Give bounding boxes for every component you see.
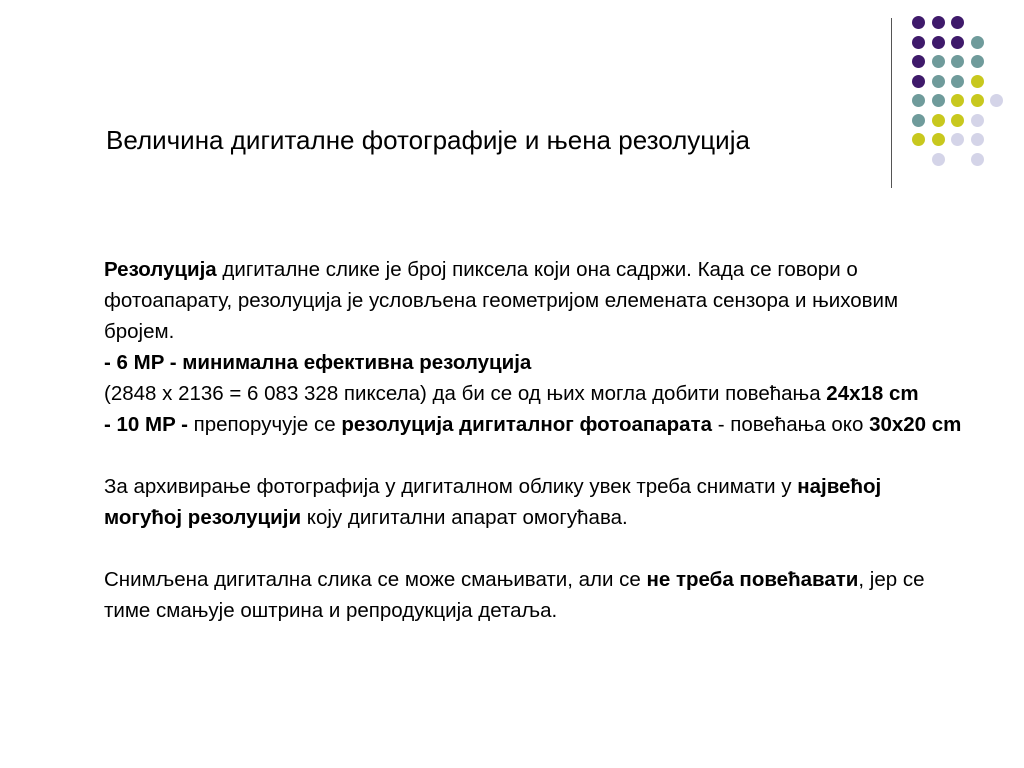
slide-body: [104, 254, 964, 626]
emphasis-max-resolution: највећој могућој резолуцији: [104, 475, 882, 529]
paragraph-text: , јер се тиме смањује оштрина и репродукција детаља.: [104, 568, 925, 622]
decorative-dot: [971, 153, 984, 166]
decorative-dot: [971, 36, 984, 49]
vertical-divider: [891, 18, 892, 188]
paragraph-6mp: [104, 347, 964, 378]
paragraph-6mp-details: [104, 378, 964, 409]
decorative-dot: [951, 133, 964, 146]
decorative-dot: [932, 36, 945, 49]
decorative-dot: [912, 75, 925, 88]
slide-title: Величина дигиталне фотографије и њена резолуција: [106, 125, 750, 155]
decorative-dot: [971, 55, 984, 68]
spacer: [104, 440, 964, 471]
decorative-dot: [912, 55, 925, 68]
decorative-dot: [912, 16, 925, 29]
decorative-dot: [951, 94, 964, 107]
decorative-dot: [932, 94, 945, 107]
paragraph-text: Снимљена дигитална слика се може смањивати, али се: [104, 568, 647, 591]
paragraph-text: препоручује се: [187, 413, 342, 436]
bullet-6mp: - 6 MP - минимална ефективна резолуција: [104, 351, 532, 374]
decorative-dot: [912, 36, 925, 49]
paragraph-resolution-definition: [104, 254, 964, 347]
decorative-dot: [932, 75, 945, 88]
paragraph-text: дигиталне слике је број пиксела који она садржи. Када се говори о фотоапарату, резолуција је условљена геометријом елемената сензора и њиховим бројем.: [104, 258, 899, 343]
decorative-dot: [932, 55, 945, 68]
paragraph-text: За архивирање фотографија у дигиталном облику увек треба снимати у: [104, 475, 798, 498]
decorative-dot: [971, 133, 984, 146]
decorative-dot: [951, 55, 964, 68]
decorative-dot: [932, 153, 945, 166]
paragraph-text: (2848 x 2136 = 6 083 328 пиксела) да би се од њих могла добити повећања: [104, 382, 827, 405]
paragraph-text: коју дигитални апарат омогућава.: [301, 506, 628, 529]
decorative-dot: [951, 16, 964, 29]
decorative-dot: [951, 75, 964, 88]
decorative-dot: [951, 36, 964, 49]
paragraph-archiving: [104, 471, 964, 533]
decorative-dot: [971, 94, 984, 107]
decorative-dot: [932, 133, 945, 146]
emphasis-no-upscale: не треба повећавати: [646, 568, 859, 591]
spacer: [104, 533, 964, 564]
decorative-dot: [971, 75, 984, 88]
decorative-dot: [932, 114, 945, 127]
emphasis-camera-resolution: резолуција дигиталног фотоапарата: [341, 413, 713, 436]
decorative-dot: [951, 114, 964, 127]
decorative-dot: [932, 16, 945, 29]
paragraph-10mp: [104, 409, 964, 440]
bullet-10mp: - 10 MP -: [104, 413, 188, 436]
term-resolution: Резолуција: [104, 258, 217, 281]
decorative-dot: [971, 114, 984, 127]
paragraph-scaling: [104, 564, 964, 626]
size-30x20: 30x20 cm: [869, 413, 962, 436]
paragraph-text: - повећања око: [712, 413, 870, 436]
decorative-dot: [990, 94, 1003, 107]
size-24x18: 24x18 cm: [826, 382, 919, 405]
decorative-dot: [912, 133, 925, 146]
decorative-dot: [912, 114, 925, 127]
decorative-dot: [912, 94, 925, 107]
